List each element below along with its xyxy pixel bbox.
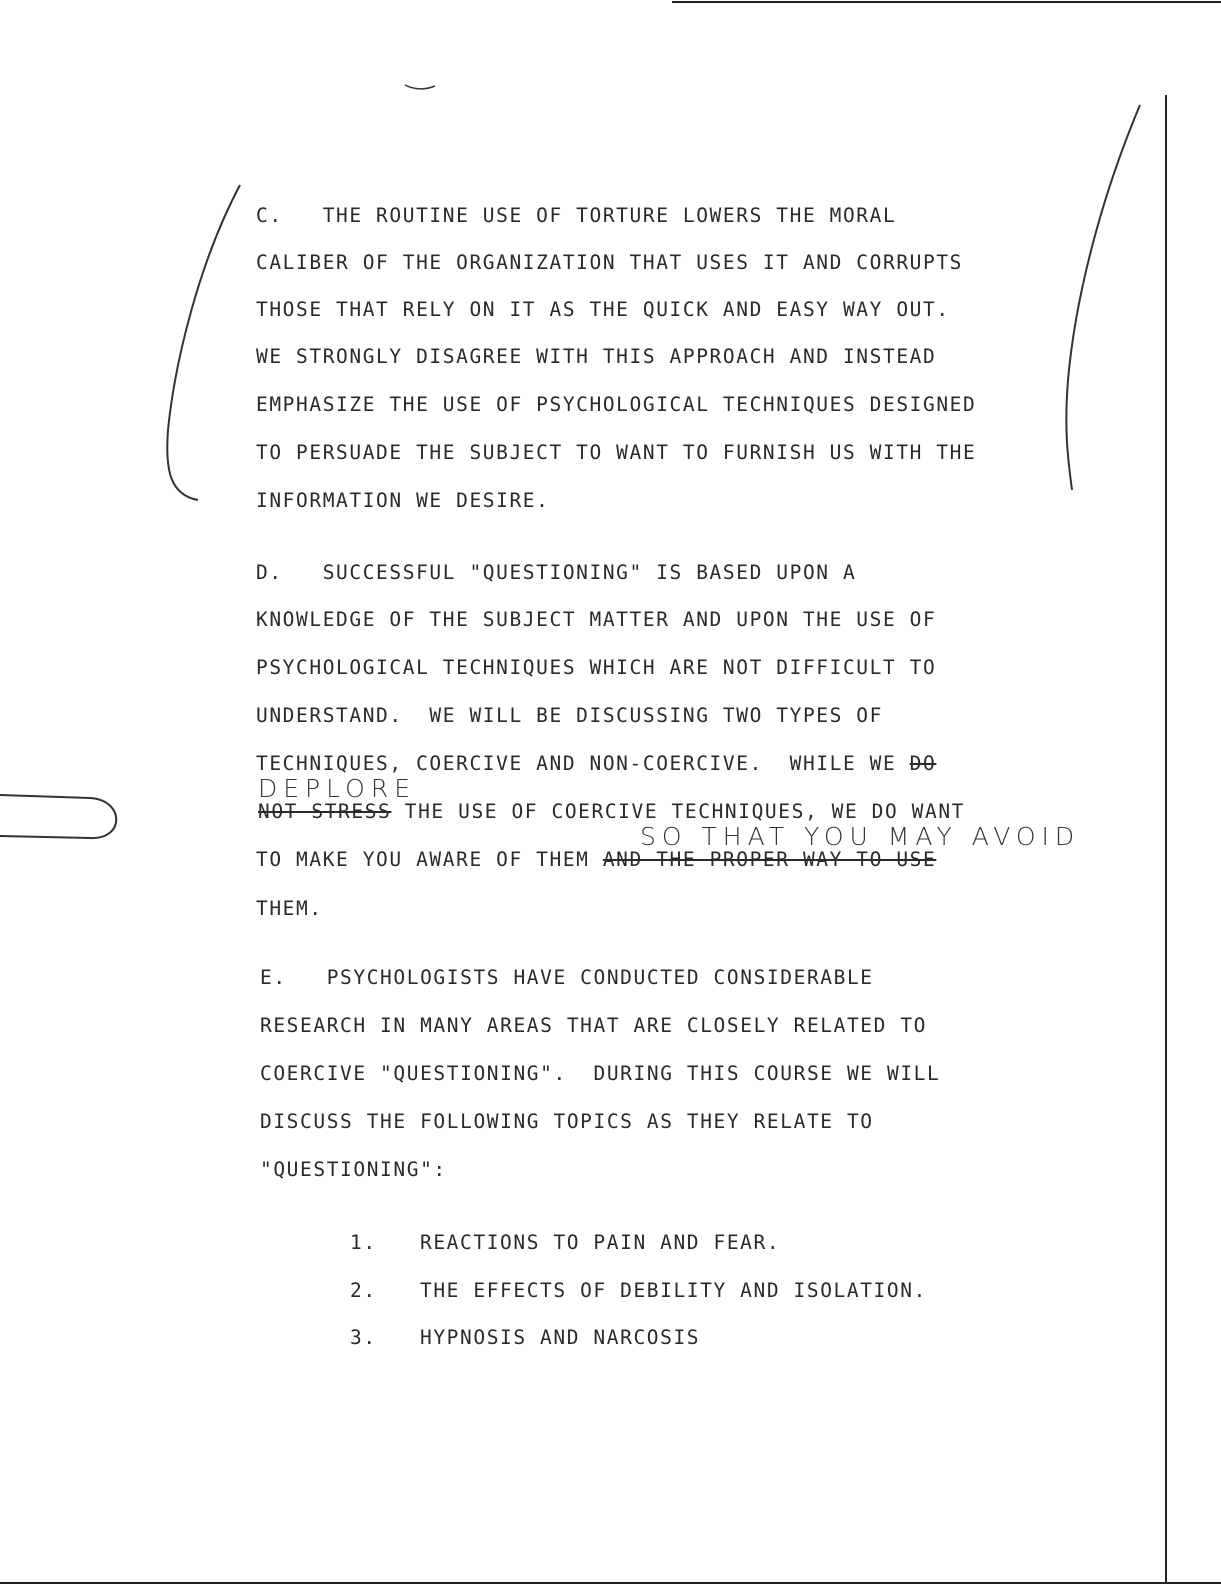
section-d-line (256, 848, 936, 871)
section-c-line: WE STRONGLY DISAGREE WITH THIS APPROACH AND INSTEAD (256, 345, 937, 368)
section-d-line (258, 800, 965, 823)
list-item: REACTIONS TO PAIN AND FEAR. (420, 1231, 781, 1254)
handwritten-insertion: SO THAT YOU MAY AVOID (640, 822, 1081, 851)
section-c-line: THOSE THAT RELY ON IT AS THE QUICK AND EASY WAY OUT. (256, 298, 950, 321)
section-d-line: THEM. (256, 897, 323, 920)
section-d-line-text: TECHNIQUES, COERCIVE AND NON-COERCIVE. WHILE WE (256, 752, 897, 775)
section-e-line: "QUESTIONING": (260, 1158, 447, 1181)
section-d-line-text: TO MAKE YOU AWARE OF THEM (256, 848, 603, 871)
list-item: HYPNOSIS AND NARCOSIS (420, 1326, 701, 1349)
struck-text: DO (909, 752, 937, 775)
section-e-line: COERCIVE "QUESTIONING". DURING THIS COURSE WE WILL (260, 1062, 941, 1085)
struck-text: NOT STRESS (258, 800, 392, 823)
section-e-line: E. PSYCHOLOGISTS HAVE CONDUCTED CONSIDERABLE (260, 966, 874, 989)
section-c-line: CALIBER OF THE ORGANIZATION THAT USES IT AND CORRUPTS (256, 251, 964, 274)
section-d-line-text: THE USE OF COERCIVE TECHNIQUES, WE DO WANT (391, 800, 966, 823)
list-item: THE EFFECTS OF DEBILITY AND ISOLATION. (420, 1279, 927, 1302)
list-item-number: 3. (350, 1326, 377, 1349)
list-item-number: 2. (350, 1279, 377, 1302)
section-e-line: DISCUSS THE FOLLOWING TOPICS AS THEY RELATE TO (260, 1110, 874, 1133)
section-d-line (256, 752, 936, 775)
list-item-number: 1. (350, 1231, 377, 1254)
section-c-line: C. THE ROUTINE USE OF TORTURE LOWERS THE MORAL (256, 204, 897, 227)
section-d-line: UNDERSTAND. WE WILL BE DISCUSSING TWO TYPES OF (256, 704, 883, 727)
section-c-line: TO PERSUADE THE SUBJECT TO WANT TO FURNISH US WITH THE (256, 441, 977, 464)
section-d-line: PSYCHOLOGICAL TECHNIQUES WHICH ARE NOT DIFFICULT TO (256, 656, 937, 679)
handwritten-insertion: DEPLORE (258, 774, 417, 803)
section-d-line: D. SUCCESSFUL "QUESTIONING" IS BASED UPON A (256, 561, 857, 584)
section-d-line: KNOWLEDGE OF THE SUBJECT MATTER AND UPON THE USE OF (256, 608, 937, 631)
struck-text: AND THE PROPER WAY TO USE (602, 848, 937, 871)
section-e-line: RESEARCH IN MANY AREAS THAT ARE CLOSELY RELATED TO (260, 1014, 927, 1037)
section-c-line: INFORMATION WE DESIRE. (256, 489, 550, 512)
section-c-line: EMPHASIZE THE USE OF PSYCHOLOGICAL TECHNIQUES DESIGNED (256, 393, 977, 416)
